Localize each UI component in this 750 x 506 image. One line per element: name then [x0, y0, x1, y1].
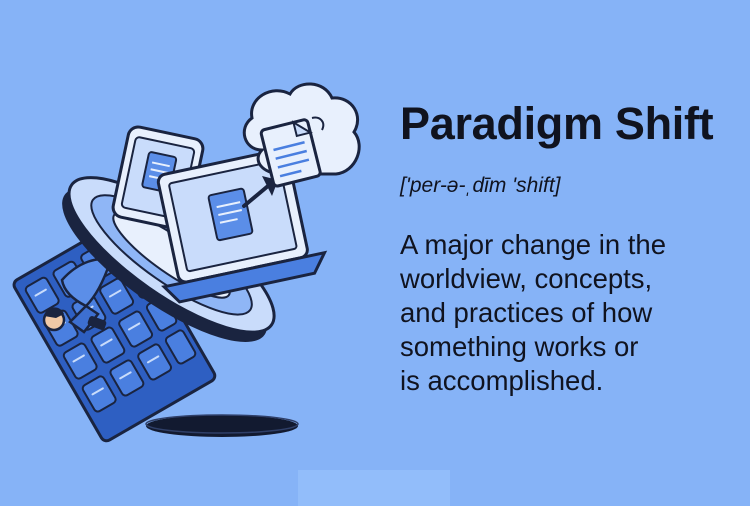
definition-line: A major change in the [400, 229, 667, 260]
definition-line: is accomplished. [400, 365, 604, 396]
definition [400, 228, 740, 398]
pronunciation: ['per-ə-ˌdīm 'shift] [400, 174, 561, 197]
bottom-strip [298, 470, 450, 506]
definition-line: worldview, concepts, [400, 263, 653, 294]
definition-line: something works or [400, 331, 639, 362]
definition-line: and practices of how [400, 297, 653, 328]
term-title: Paradigm Shift [400, 98, 714, 149]
